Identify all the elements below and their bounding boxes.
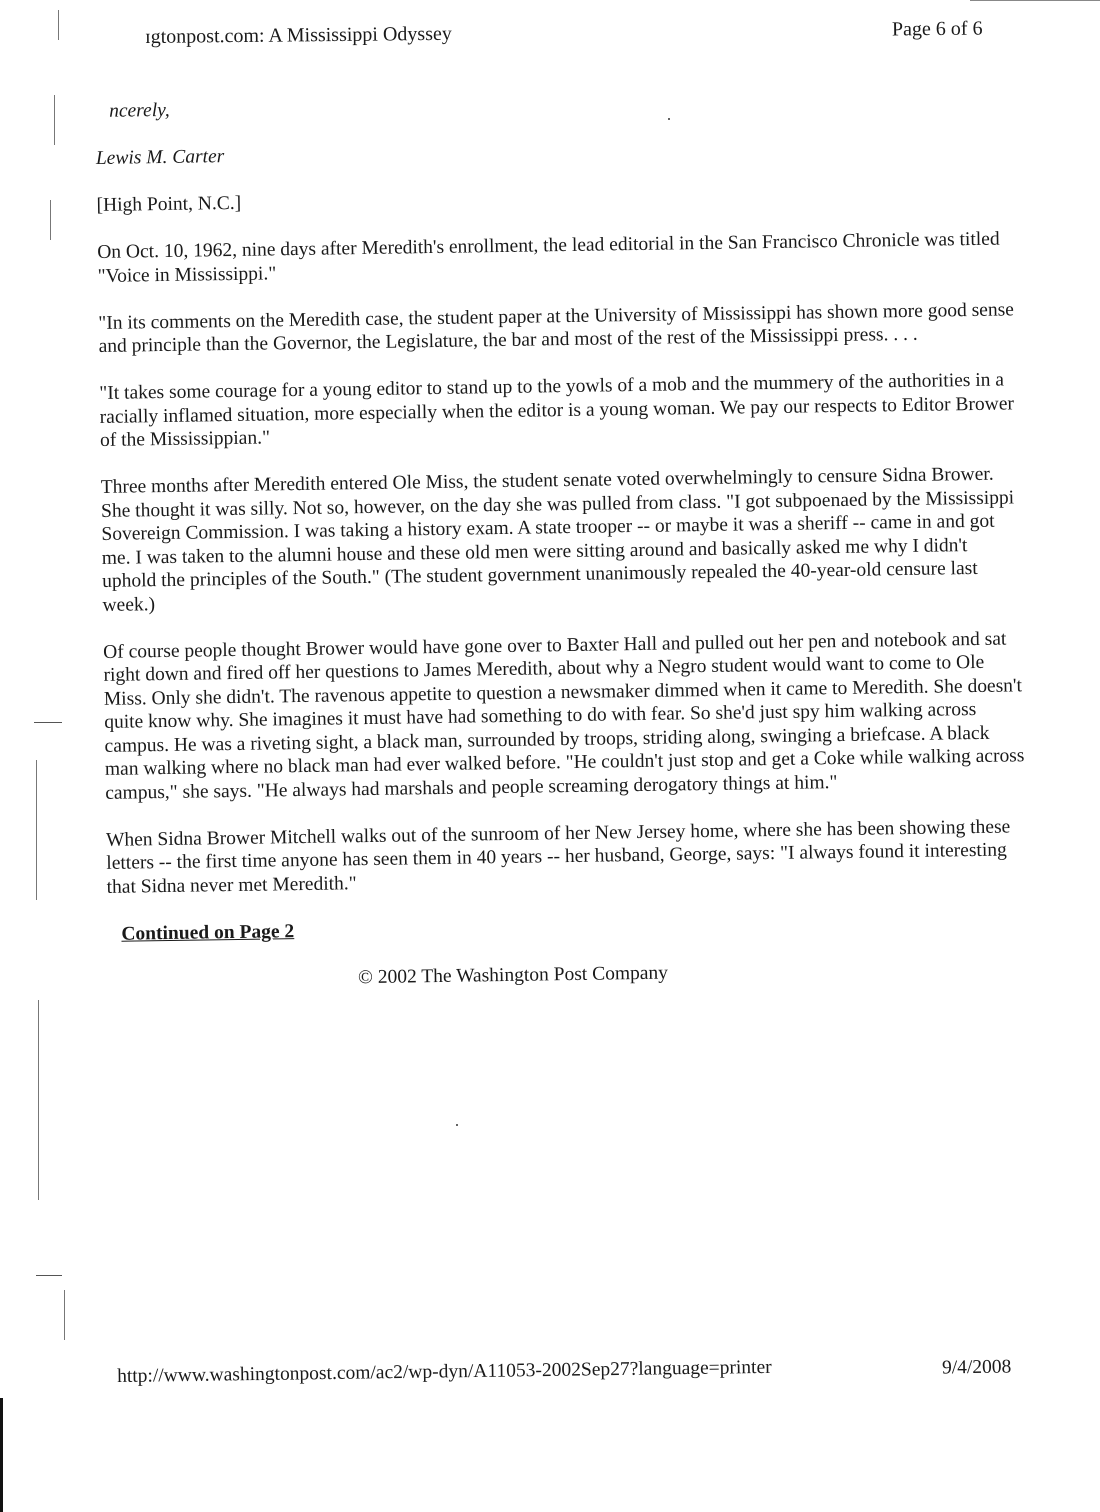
letter-closing: ncerely, — [109, 99, 170, 122]
footer-date: 9/4/2008 — [941, 1356, 1012, 1379]
scan-margin-artifacts — [30, 0, 80, 1400]
article-paragraph: Of course people thought Brower would have gone over to Baxter Hall and pulled out her pen and notebook and sat right down and fired off her questions to James Meredith, about why a Negro student would want to come to Ole Miss. Only she didn't. The ravenous appetite to question a newsmaker dimmed when it came to Meredith. She doesn't quite know why. She imagines it must have had something to do with fear. So she'd just spy him walking across campus. He was a riveting sight, a black man, surrounded by troops, striding along, swinging a briefcase. A black man walking where no black man had ever walked before. "He couldn't just stop and get a Coke while walking across campus," she says. "He always had marshals and people screaming derogatory things at him." — [103, 628, 1025, 804]
article-paragraph: When Sidna Brower Mitchell walks out of the sunroom of her New Jersey home, where she has been showing these letters -- the first time anyone has seen them in 40 years -- her husband, George, says: "I always found it interesting that Sidna never met Meredith." — [105, 816, 1011, 898]
article-body — [95, 86, 1028, 1016]
continued-link[interactable]: Continued on Page 2 — [121, 920, 295, 945]
header-page-number: Page 6 of 6 — [891, 17, 983, 41]
copyright-notice: © 2002 The Washington Post Company — [357, 962, 669, 988]
article-paragraph: "In its comments on the Meredith case, the student paper at the University of Mississippi has shown more good sense and principle than the Governor, the Legislature, the bar and most of the rest of the Mississippi press. . . . — [98, 298, 1015, 357]
header-title: ɪgtonpost.com: A Mississippi Odyssey — [145, 22, 452, 48]
top-edge-rule — [970, 0, 1100, 1]
article-paragraph: Three months after Meredith entered Ole Miss, the student senate voted overwhelmingly to censure Sidna Brower. She thought it was silly. Not so, however, on the day she was pulled from class. "I got subpoenaed by the Mississippi Sovereign Commission. I was taking a history exam. A state trooper -- or maybe it was a sheriff -- came in and got me. I was taken to the alumni house and these old men were sitting around and basically asked me why I didn't uphold the principles of the South." (The student government unanimously repealed the 40-year-old censure last week.) — [100, 463, 1015, 616]
scan-edge-bar — [0, 1398, 3, 1512]
letter-location: [High Point, N.C.] — [96, 192, 242, 216]
article-paragraph: "It takes some courage for a young editor to stand up to the yowls of a mob and the mummery of the authorities in a racially inflamed situation, more especially when the editor is a young woman. We pay our respects to Editor Brower of the Mississippian." — [99, 369, 1015, 451]
scan-speck — [456, 1124, 458, 1126]
letter-signature: Lewis M. Carter — [95, 146, 225, 169]
scan-speck — [668, 118, 670, 120]
footer-url: http://www.washingtonpost.com/ac2/wp-dyn/A11053-2002Sep27?language=printer — [117, 1356, 772, 1387]
article-paragraph: On Oct. 10, 1962, nine days after Meredith's enrollment, the lead editorial in the San Francisco Chronicle was titled "Voice in Mississippi." — [97, 228, 1000, 287]
